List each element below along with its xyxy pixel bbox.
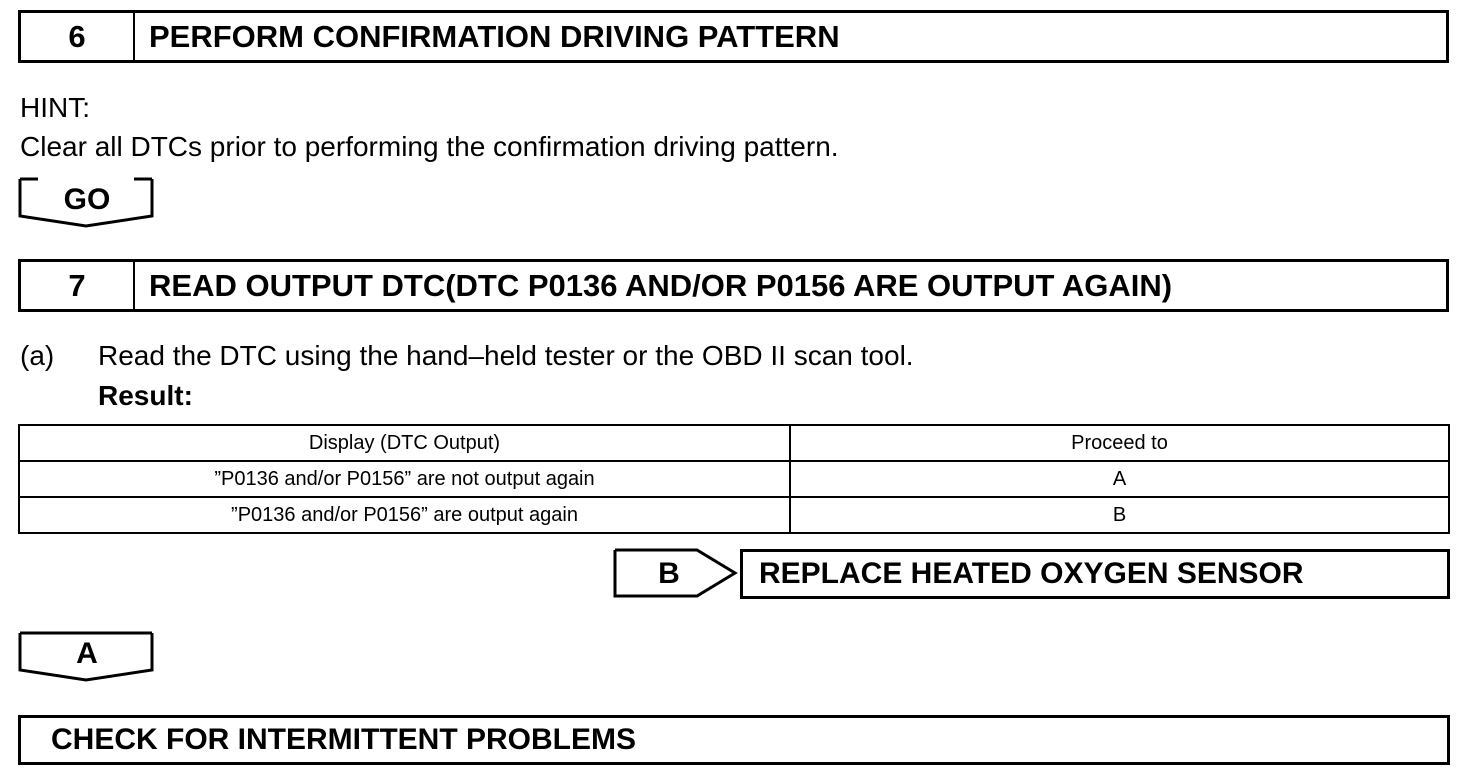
table-header-row bbox=[19, 425, 1449, 461]
table-cell: B bbox=[790, 497, 1449, 533]
step-6-header bbox=[18, 10, 1449, 63]
intermittent-problems-box bbox=[18, 715, 1450, 765]
table-cell: A bbox=[790, 461, 1449, 497]
go-arrow bbox=[18, 177, 156, 229]
replace-sensor-box bbox=[740, 549, 1450, 599]
branch-b-label: B bbox=[658, 557, 680, 590]
header-proceed: Proceed to bbox=[790, 425, 1449, 461]
instruction-marker: (a) bbox=[20, 340, 55, 371]
step-title: READ OUTPUT DTC(DTC P0136 AND/OR P0156 ARE OUTPUT AGAIN) bbox=[149, 267, 1173, 303]
table-row bbox=[19, 497, 1449, 533]
header-display: Display (DTC Output) bbox=[19, 425, 790, 461]
result-table bbox=[18, 424, 1450, 534]
hint-text: Clear all DTCs prior to performing the confirmation driving pattern. bbox=[20, 131, 839, 162]
step-7-header bbox=[18, 259, 1449, 312]
table-row bbox=[19, 461, 1449, 497]
instruction-text: Read the DTC using the hand–held tester or the OBD II scan tool. bbox=[98, 340, 914, 371]
replace-sensor-text: REPLACE HEATED OXYGEN SENSOR bbox=[759, 557, 1304, 590]
branch-a-arrow bbox=[18, 631, 156, 683]
table-cell: ”P0136 and/or P0156” are not output again bbox=[19, 461, 790, 497]
step-title: PERFORM CONFIRMATION DRIVING PATTERN bbox=[149, 18, 840, 54]
step-number: 7 bbox=[21, 262, 135, 309]
hint-label: HINT: bbox=[20, 92, 90, 123]
branch-b-arrow bbox=[613, 548, 739, 600]
table-cell: ”P0136 and/or P0156” are output again bbox=[19, 497, 790, 533]
intermittent-problems-text: CHECK FOR INTERMITTENT PROBLEMS bbox=[51, 723, 636, 756]
step-number: 6 bbox=[21, 13, 135, 60]
branch-a-label: A bbox=[76, 637, 98, 670]
go-label: GO bbox=[63, 183, 111, 216]
result-label: Result: bbox=[98, 380, 193, 411]
